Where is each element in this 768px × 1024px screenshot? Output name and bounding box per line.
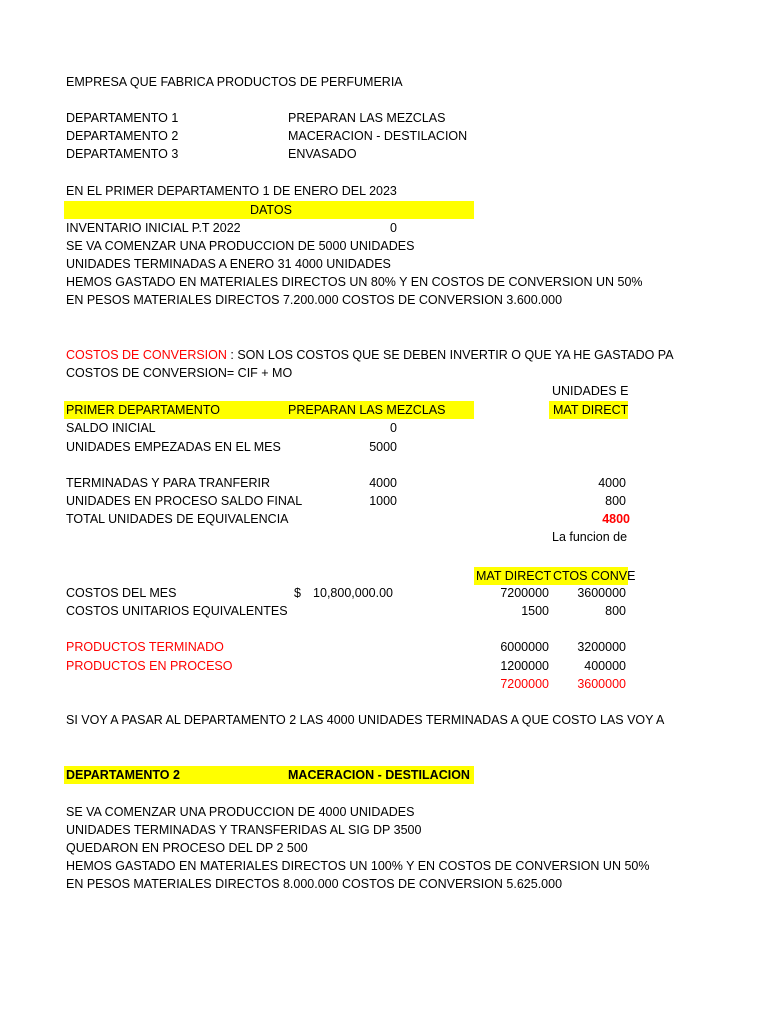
costos-unitarios-mat: 1500: [521, 604, 549, 618]
en-proceso-value: 1000: [369, 494, 397, 508]
costos-mes-label: COSTOS DEL MES: [66, 586, 177, 600]
dep2-subtitle: MACERACION - DESTILACION: [288, 768, 470, 782]
costos-col-conv: CTOS CONVE: [553, 569, 636, 583]
datos-line-3: HEMOS GASTADO EN MATERIALES DIRECTOS UN 80% Y EN COSTOS DE CONVERSION UN 50%: [66, 275, 643, 289]
costos-unitarios-label: COSTOS UNITARIOS EQUIVALENTES: [66, 604, 288, 618]
en-proceso-mat: 800: [605, 494, 626, 508]
productos-terminado-label: PRODUCTOS TERMINADO: [66, 640, 224, 654]
inventario-value: 0: [390, 221, 397, 235]
unidades-header: UNIDADES E: [552, 384, 629, 398]
total-mat: 7200000: [500, 677, 549, 691]
terminadas-value: 4000: [369, 476, 397, 490]
department-1-activity: PREPARAN LAS MEZCLAS: [288, 111, 446, 125]
funcion-note: La funcion de: [552, 530, 628, 544]
terminadas-label: TERMINADAS Y PARA TRANFERIR: [66, 476, 270, 490]
terminadas-mat: 4000: [598, 476, 626, 490]
datos-title: DATOS: [250, 203, 292, 217]
mat-header: MAT DIRECT: [553, 403, 629, 417]
saldo-inicial-label: SALDO INICIAL: [66, 421, 156, 435]
conversion-formula: COSTOS DE CONVERSION= CIF + MO: [66, 366, 293, 380]
department-3-activity: ENVASADO: [288, 147, 357, 161]
inventario-label: INVENTARIO INICIAL P.T 2022: [66, 221, 241, 235]
costos-unitarios-conv: 800: [605, 604, 626, 618]
datos-line-2: UNIDADES TERMINADAS A ENERO 31 4000 UNIDADES: [66, 257, 391, 271]
department-2-name: DEPARTAMENTO 2: [66, 129, 179, 143]
dep2-line-2: UNIDADES TERMINADAS Y TRANSFERIDAS AL SIG DP 3500: [66, 823, 422, 837]
department-1-name: DEPARTAMENTO 1: [66, 111, 179, 125]
department-2-activity: MACERACION - DESTILACION: [288, 129, 468, 143]
costos-mes-mat: 7200000: [500, 586, 549, 600]
dep2-line-4: HEMOS GASTADO EN MATERIALES DIRECTOS UN 100% Y EN COSTOS DE CONVERSION UN 50%: [66, 859, 650, 873]
dep2-title: DEPARTAMENTO 2: [66, 768, 180, 782]
saldo-inicial-value: 0: [390, 421, 397, 435]
datos-line-4: EN PESOS MATERIALES DIRECTOS 7.200.000 COSTOS DE CONVERSION 3.600.000: [66, 293, 563, 307]
conversion-definition: [66, 348, 674, 363]
datos-intro: EN EL PRIMER DEPARTAMENTO 1 DE ENERO DEL 2023: [66, 184, 397, 198]
empezadas-value: 5000: [369, 440, 397, 454]
total-equivalencia-label: TOTAL UNIDADES DE EQUIVALENCIA: [66, 512, 289, 526]
total-conv: 3600000: [577, 677, 626, 691]
conversion-term: COSTOS DE CONVERSION: [66, 348, 227, 362]
department-3-name: DEPARTAMENTO 3: [66, 147, 179, 161]
datos-line-1: SE VA COMENZAR UNA PRODUCCION DE 5000 UNIDADES: [66, 239, 415, 253]
transfer-question: SI VOY A PASAR AL DEPARTAMENTO 2 LAS 4000 UNIDADES TERMINADAS A QUE COSTO LAS VOY A: [66, 713, 665, 727]
dep2-line-5: EN PESOS MATERIALES DIRECTOS 8.000.000 COSTOS DE CONVERSION 5.625.000: [66, 877, 563, 891]
productos-proceso-mat: 1200000: [500, 659, 549, 673]
company-title: EMPRESA QUE FABRICA PRODUCTOS DE PERFUMERIA: [66, 75, 403, 89]
costos-col-mat: MAT DIRECT: [476, 569, 552, 583]
dep2-line-1: SE VA COMENZAR UNA PRODUCCION DE 4000 UNIDADES: [66, 805, 415, 819]
conversion-text: : SON LOS COSTOS QUE SE DEBEN INVERTIR O QUE YA HE GASTADO PA: [226, 348, 674, 362]
currency-symbol: $: [294, 586, 301, 600]
primer-subtitle: PREPARAN LAS MEZCLAS: [288, 403, 446, 417]
costos-mes-total: 10,800,000.00: [313, 586, 393, 600]
empezadas-label: UNIDADES EMPEZADAS EN EL MES: [66, 440, 281, 454]
primer-title: PRIMER DEPARTAMENTO: [66, 403, 220, 417]
dep2-line-3: QUEDARON EN PROCESO DEL DP 2 500: [66, 841, 308, 855]
productos-terminado-conv: 3200000: [577, 640, 626, 654]
total-equivalencia-mat: 4800: [602, 512, 630, 526]
productos-proceso-conv: 400000: [584, 659, 626, 673]
productos-terminado-mat: 6000000: [500, 640, 549, 654]
costos-mes-conv: 3600000: [577, 586, 626, 600]
productos-proceso-label: PRODUCTOS EN PROCESO: [66, 659, 233, 673]
en-proceso-label: UNIDADES EN PROCESO SALDO FINAL: [66, 494, 303, 508]
